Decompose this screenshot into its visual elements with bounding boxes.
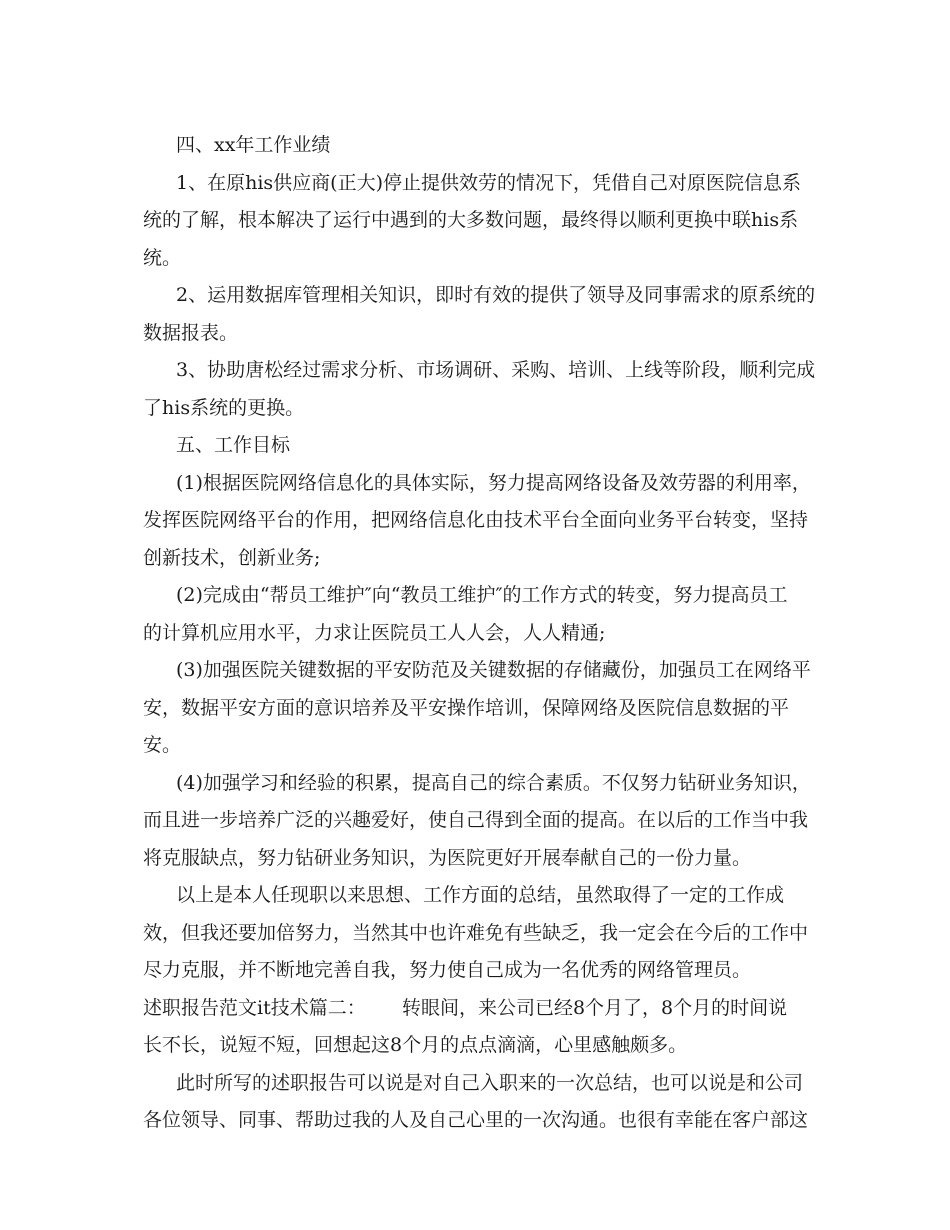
text-line: 此时所写的述职报告可以说是对自己入职来的一次总结，也可以说是和公司: [176, 1071, 804, 1094]
document-body: [143, 127, 816, 1140]
text-line: 而且进一步培养广泛的兴趣爱好，使自己得到全面的提高。在以后的工作当中我: [143, 809, 809, 831]
text-line: 创新技术，创新业务;: [143, 546, 321, 569]
text-line: 2、运用数据库管理相关知识，即时有效的提供了领导及同事需求的原系统的: [176, 284, 816, 306]
text-line: 四、xx年工作业绩: [176, 134, 331, 156]
text-line: 发挥医院网络平台的作用，把网络信息化由技术平台全面向业务平台转变，坚持: [143, 509, 809, 531]
text-line: 统。: [143, 246, 182, 269]
text-line: 各位领导、同事、帮助过我的人及自己心里的一次沟通。也很有幸能在客户部这: [143, 1109, 809, 1131]
text-line: 效，但我还要加倍努力，当然其中也许难免有些缺乏，我一定会在今后的工作中: [143, 921, 809, 944]
text-line: (4)加强学习和经验的积累，提高自己的综合素质。不仅努力钻研业务知识，: [176, 771, 811, 794]
text-line: 的计算机应用水平，力求让医院员工人人会，人人精通;: [143, 621, 606, 644]
text-line: 3、协助唐松经过需求分析、市场调研、采购、培训、上线等阶段，顺利完成: [176, 359, 816, 381]
text-line: 安，数据平安方面的意识培养及平安操作培训，保障网络及医院信息数据的平: [143, 696, 790, 719]
text-line: 安。: [143, 734, 182, 756]
text-line: 尽力克服，并不断地完善自我，努力使自己成为一名优秀的网络管理员。: [143, 959, 752, 981]
text-line: 了his系统的更换。: [143, 396, 305, 419]
text-line: 数据报表。: [143, 321, 239, 344]
text-line: 将克服缺点，努力钻研业务知识，为医院更好开展奉献自己的一份力量。: [143, 846, 752, 869]
text-line: 长不长，说短不短，回想起这8个月的点点滴滴，心里感触颇多。: [143, 1034, 688, 1056]
text-line: (3)加强医院关键数据的平安防范及关键数据的存储藏份，加强员工在网络平: [176, 659, 811, 681]
text-line: (2)完成由“帮员工维护″向“教员工维护″的工作方式的转变，努力提高员工: [176, 584, 788, 606]
text-line: 五、工作目标: [176, 434, 291, 456]
text-line: 以上是本人任现职以来思想、工作方面的总结，虽然取得了一定的工作成: [176, 884, 785, 906]
text-line: 统的了解，根本解决了运行中遇到的大多数问题，最终得以顺利更换中联his系: [143, 209, 799, 231]
text-line: (1)根据医院网络信息化的具体实际，努力提高网络设备及效劳器的利用率，: [176, 471, 811, 494]
text-line: 1、在原his供应商(正大)停止提供效劳的情况下，凭借自己对原医院信息系: [176, 171, 801, 194]
text-line: 述职报告范文it技术篇二： 转眼间，来公司已经8个月了，8个月的时间说: [143, 996, 788, 1019]
